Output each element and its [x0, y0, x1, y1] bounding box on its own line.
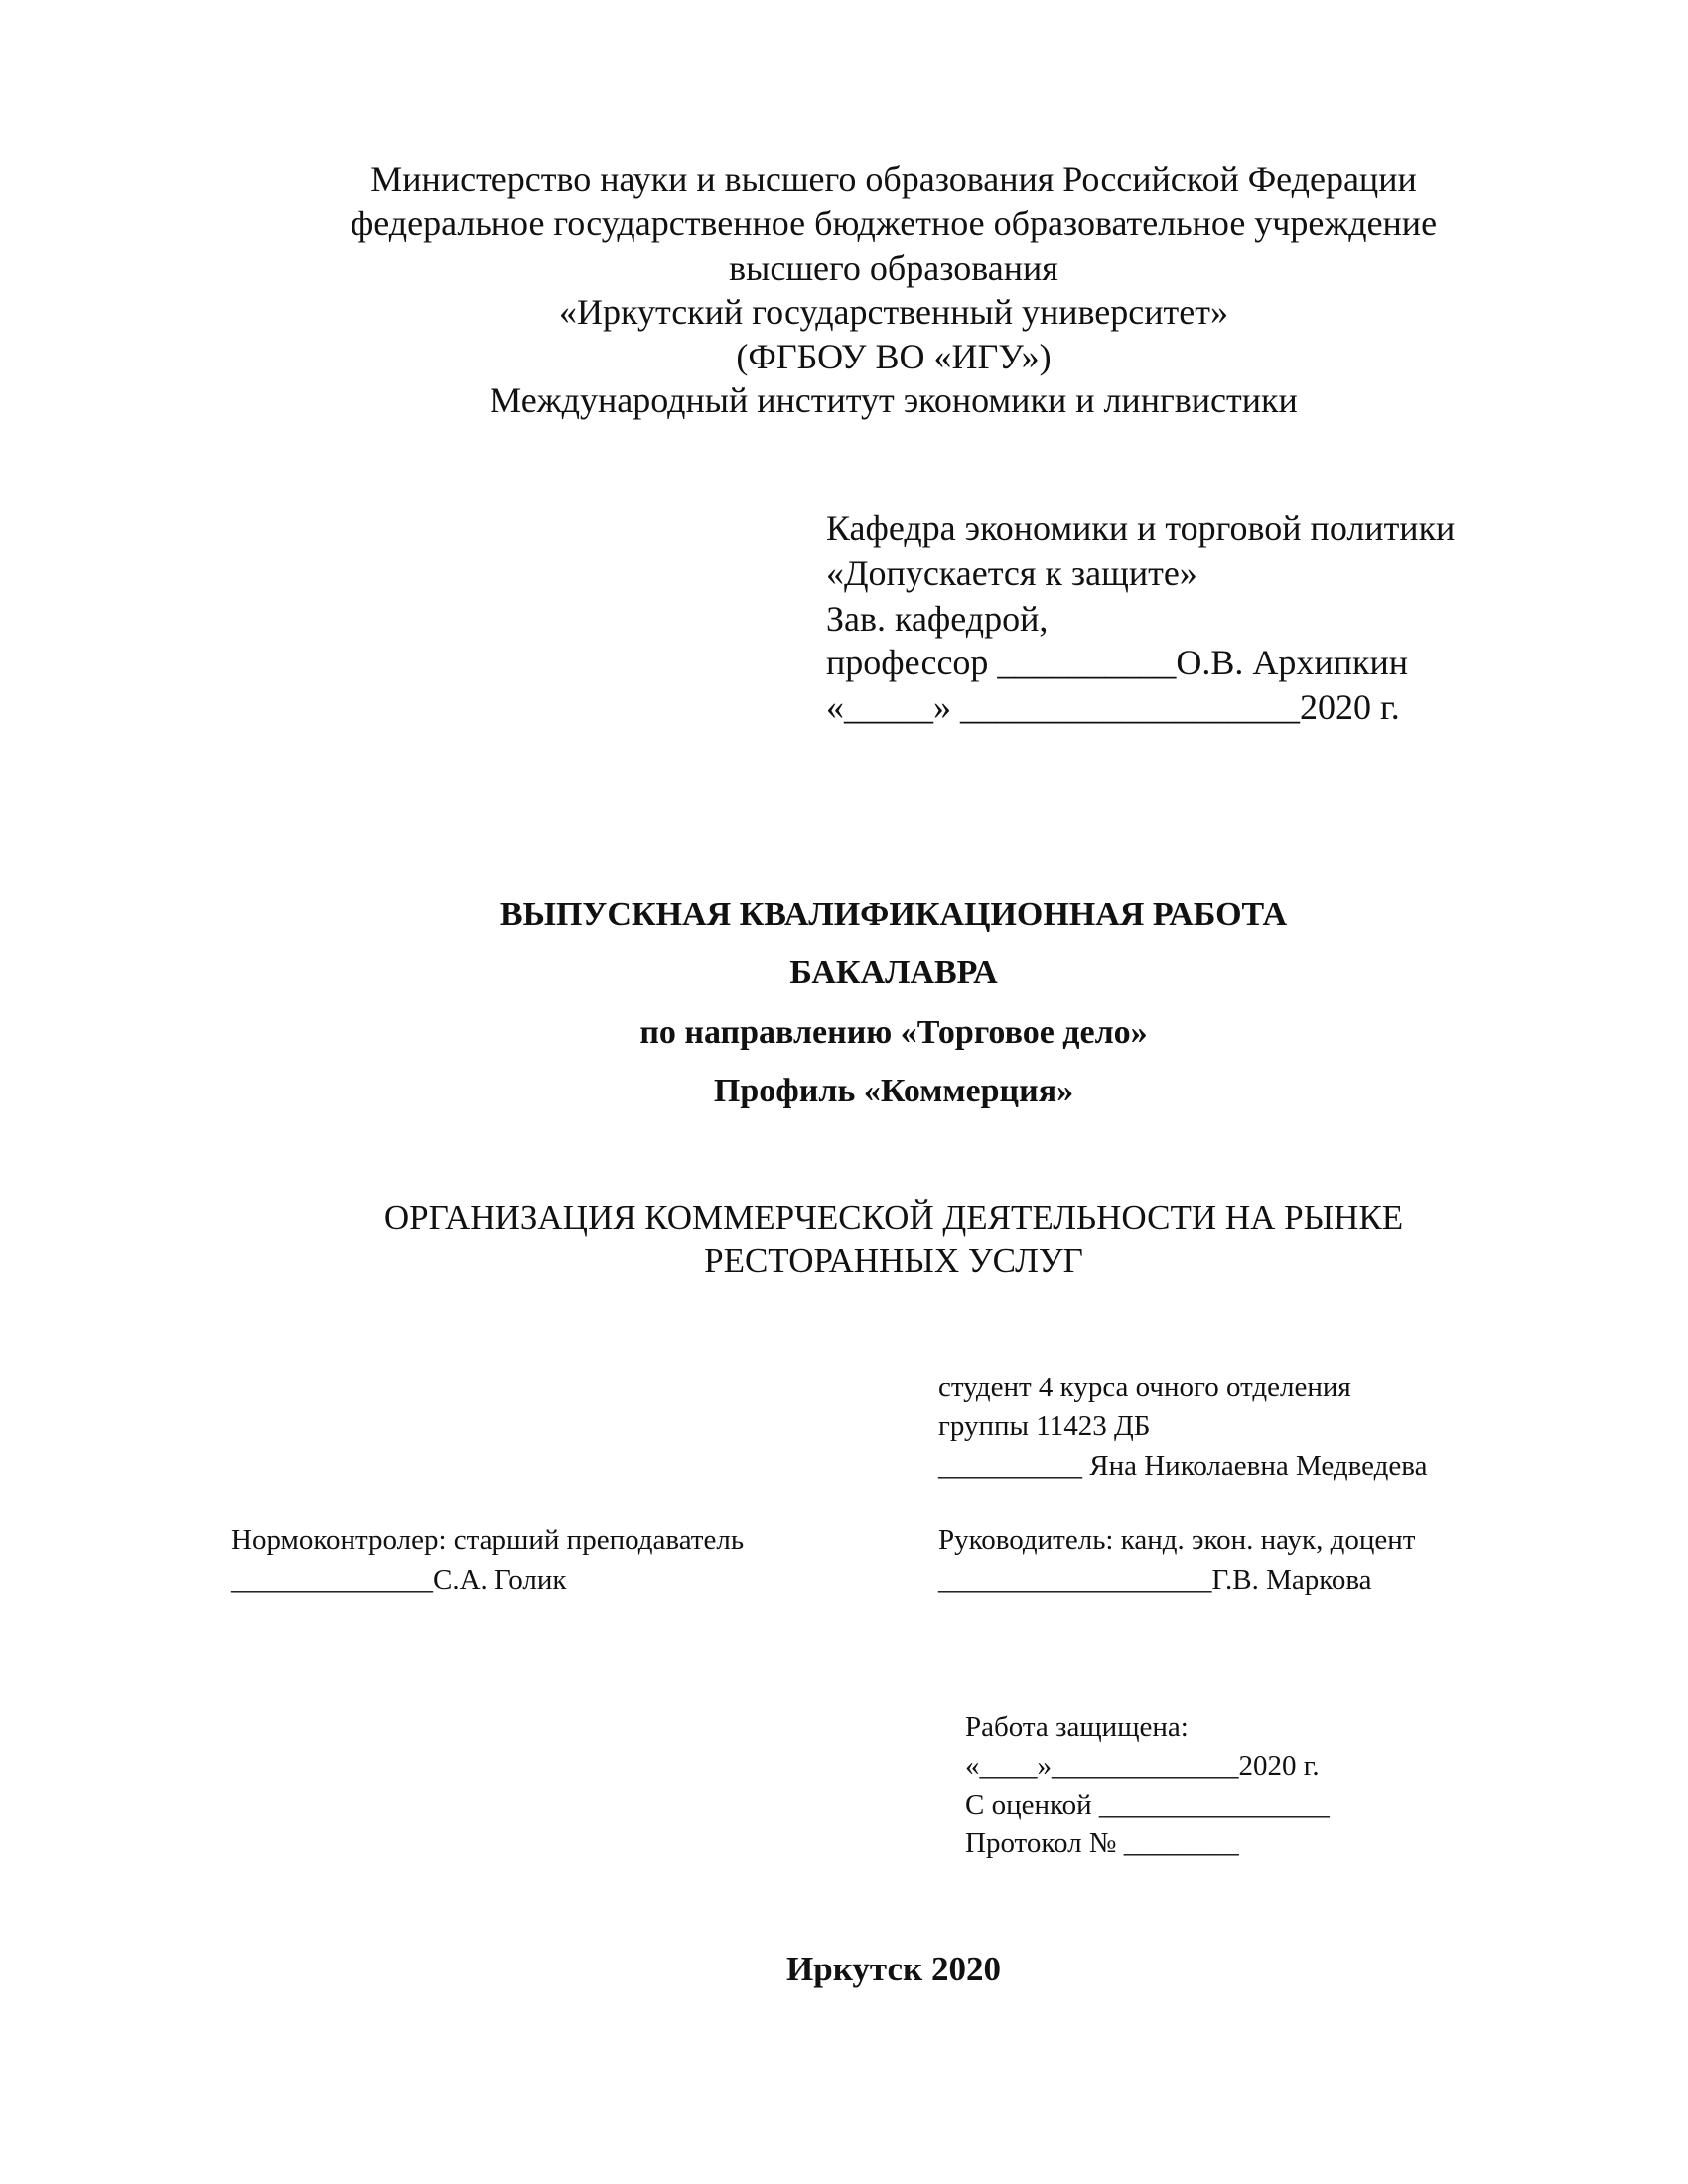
head-signature-line: профессор __________О.В. Архипкин: [826, 643, 1408, 682]
institute-line: Международный институт экономики и лингвистики: [490, 380, 1298, 420]
work-profile-line: Профиль «Коммерция»: [713, 1073, 1074, 1109]
university-name-line: «Иркутский государственный университет»: [559, 292, 1228, 332]
admitted-line: «Допускается к защите»: [826, 553, 1197, 593]
city-year: Иркутск 2020: [786, 1950, 1001, 1988]
defense-grade-line: С оценкой ________________: [965, 1789, 1330, 1820]
normcontroller-title-line: Нормоконтролер: старший преподаватель: [231, 1525, 745, 1556]
student-group-line: группы 11423 ДБ: [938, 1410, 1151, 1442]
student-name-line: __________ Яна Николаевна Медведева: [938, 1450, 1428, 1482]
work-title-line-2: БАКАЛАВРА: [789, 954, 998, 991]
institution-type-line: федеральное государственное бюджетное образовательное учреждение: [350, 204, 1438, 243]
topic-line-2: РЕСТОРАННЫХ УСЛУГ: [704, 1241, 1083, 1280]
department-line: Кафедра экономики и торговой политики: [826, 509, 1456, 548]
normcontroller-signature-line: ______________С.А. Голик: [231, 1564, 567, 1596]
approval-date-line: «_____» ___________________2020 г.: [826, 687, 1400, 727]
supervisor-title-line: Руководитель: канд. экон. наук, доцент: [938, 1525, 1416, 1556]
defense-status-line: Работа защищена:: [965, 1711, 1189, 1743]
defense-date-line: «____»_____________2020 г.: [965, 1750, 1320, 1782]
student-course-line: студент 4 курса очного отделения: [938, 1372, 1351, 1403]
head-title-line: Зав. кафедрой,: [826, 599, 1049, 639]
work-direction-line: по направлению «Торговое дело»: [639, 1014, 1148, 1051]
defense-protocol-line: Протокол № ________: [965, 1827, 1239, 1859]
work-title-line-1: ВЫПУСКНАЯ КВАЛИФИКАЦИОННАЯ РАБОТА: [499, 896, 1288, 933]
university-abbr-line: (ФГБОУ ВО «ИГУ»): [736, 337, 1052, 376]
ministry-line: Министерство науки и высшего образования Российской Федерации: [370, 159, 1417, 199]
education-level-line: высшего образования: [729, 248, 1058, 288]
topic-line-1: ОРГАНИЗАЦИЯ КОММЕРЧЕСКОЙ ДЕЯТЕЛЬНОСТИ НА РЫНКЕ: [383, 1198, 1404, 1237]
supervisor-signature-line: ___________________Г.В. Маркова: [938, 1564, 1372, 1596]
